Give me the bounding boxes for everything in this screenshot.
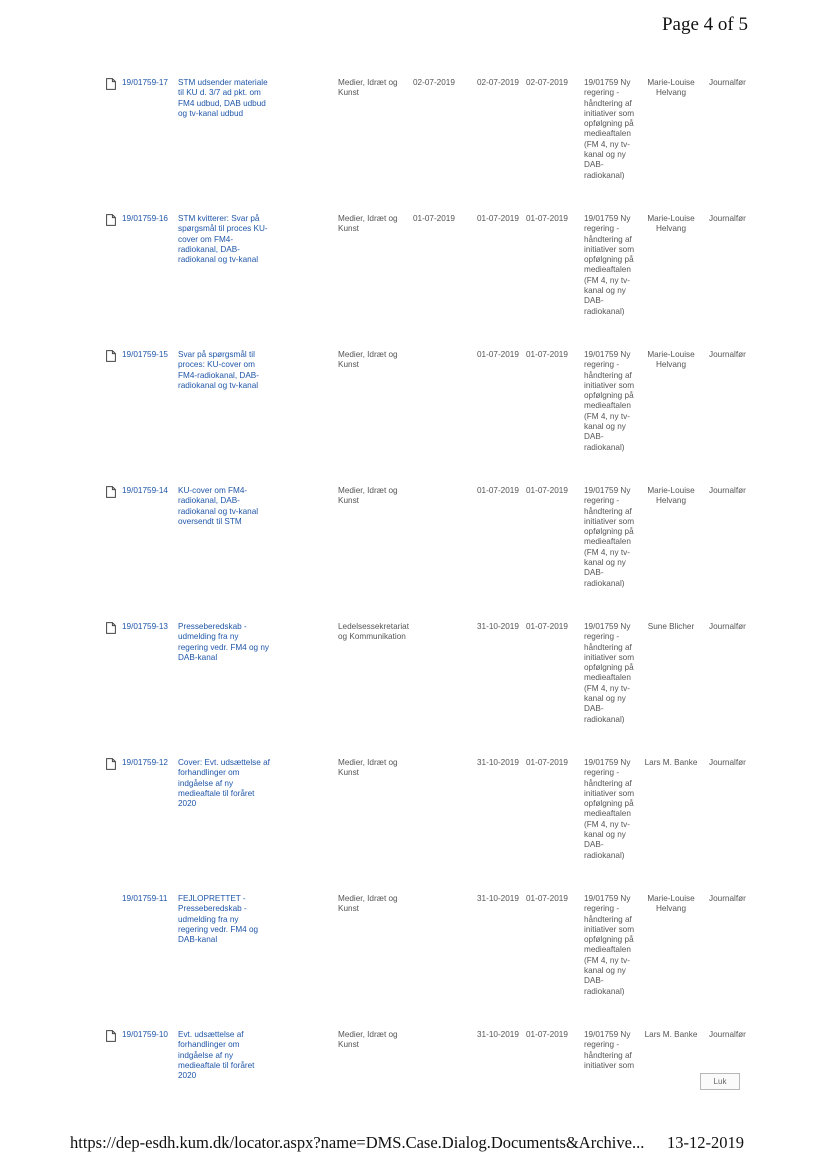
document-title[interactable]: STM kvitterer: Svar på spørgsmål til proces KU-cover om FM4-radiokanal, DAB-radiokanal og tv-kanal [178,214,268,265]
document-id[interactable]: 19/01759-16 [122,214,168,223]
document-title[interactable]: STM udsender materiale til KU d. 3/7 ad pkt. om FM4 udbud, DAB udbud og tv-kanal udbud [178,78,268,118]
document-id[interactable]: 19/01759-10 [122,1030,168,1039]
document-department: Medier, Idræt og Kunst [338,1030,398,1050]
document-icon[interactable] [106,486,117,498]
document-date: 01-07-2019 [526,894,568,903]
document-id[interactable]: 19/01759-11 [122,894,168,903]
document-department: Medier, Idræt og Kunst [338,78,398,98]
footer-url: https://dep-esdh.kum.dk/locator.aspx?name=DMS.Case.Dialog.Documents&Archive... [70,1133,645,1152]
document-department: Medier, Idræt og Kunst [338,214,398,234]
document-person: Marie-Louise Helvang [647,350,695,370]
document-date: 31-10-2019 [477,758,519,767]
document-role: Journalfør [709,1030,746,1039]
document-case: 19/01759 Ny regering - håndtering af initiativer som opfølgning på medieaftalen (FM 4, ny tv-kanal og ny DAB-radiokanal) [584,894,635,996]
document-id[interactable]: 19/01759-14 [122,486,168,495]
document-case: 19/01759 Ny regering - håndtering af initiativer som opfølgning på medieaftalen (FM 4, ny tv-kanal og ny DAB-radiokanal) [584,214,635,316]
document-date: 01-07-2019 [477,350,519,359]
document-date: 01-07-2019 [526,486,568,495]
document-role: Journalfør [709,350,746,359]
document-title[interactable]: Cover: Evt. udsættelse af forhandlinger om indgåelse af ny medieaftale til foråret 2020 [178,758,270,809]
document-role: Journalfør [709,214,746,223]
document-id[interactable]: 19/01759-17 [122,78,168,87]
document-person: Sune Blicher [647,622,695,631]
document-icon[interactable] [106,214,117,226]
document-role: Journalfør [709,758,746,767]
document-title[interactable]: FEJLOPRETTET - Presseberedskab - udmelding fra ny regering vedr. FM4 og DAB-kanal [178,894,259,945]
page-number: Page 4 of 5 [661,14,748,35]
document-date: 01-07-2019 [413,214,455,223]
document-person: Marie-Louise Helvang [647,78,695,98]
document-person: Marie-Louise Helvang [647,894,695,914]
document-person: Lars M. Banke [644,1030,698,1039]
document-date: 31-10-2019 [477,1030,519,1039]
document-date: 01-07-2019 [477,486,519,495]
document-id[interactable]: 19/01759-15 [122,350,168,359]
document-role: Journalfør [709,622,746,631]
document-date: 01-07-2019 [526,350,568,359]
document-person: Marie-Louise Helvang [647,486,695,506]
document-date: 02-07-2019 [413,78,455,87]
document-icon[interactable] [106,758,117,770]
document-title[interactable]: Evt. udsættelse af forhandlinger om indgåelse af ny medieaftale til foråret 2020 [178,1030,255,1081]
document-icon[interactable] [106,350,117,362]
document-case: 19/01759 Ny regering - håndtering af initiativer som opfølgning på medieaftalen (FM 4, ny tv-kanal og ny DAB-radiokanal) [584,78,635,180]
document-case: 19/01759 Ny regering - håndtering af initiativer som opfølgning på medieaftalen (FM 4, ny tv-kanal og ny DAB-radiokanal) [584,350,635,452]
document-title[interactable]: Presseberedskab - udmelding fra ny regering vedr. FM4 og ny DAB-kanal [178,622,270,662]
document-icon[interactable] [106,1030,117,1042]
document-date: 02-07-2019 [526,78,568,87]
footer-date: 13-12-2019 [667,1133,744,1152]
document-date: 01-07-2019 [526,214,568,223]
document-icon[interactable] [106,622,117,634]
document-icon[interactable] [106,78,117,90]
document-id[interactable]: 19/01759-12 [122,758,168,767]
document-date: 31-10-2019 [477,894,519,903]
document-date: 01-07-2019 [526,622,568,631]
document-person: Lars M. Banke [644,758,698,767]
document-case: 19/01759 Ny regering - håndtering af initiativer som opfølgning på medieaftalen (FM 4, ny tv-kanal og ny DAB-radiokanal) [584,486,635,588]
document-department: Medier, Idræt og Kunst [338,350,398,370]
document-case: 19/01759 Ny regering - håndtering af initiativer som opfølgning på medieaftalen (FM 4, ny tv-kanal og ny DAB-radiokanal) [584,622,635,724]
document-date: 01-07-2019 [477,214,519,223]
document-person: Marie-Louise Helvang [647,214,695,234]
document-department: Medier, Idræt og Kunst [338,486,398,506]
document-department: Medier, Idræt og Kunst [338,758,398,778]
document-date: 31-10-2019 [477,622,519,631]
document-role: Journalfør [709,894,746,903]
close-button[interactable]: Luk [700,1073,740,1090]
document-role: Journalfør [709,486,746,495]
document-case: 19/01759 Ny regering - håndtering af initiativer som opfølgning på medieaftalen (FM 4, ny tv-kanal og ny DAB-radiokanal) [584,758,635,860]
document-date: 01-07-2019 [526,758,568,767]
document-department: Ledelsessekretariat og Kommunikation [338,622,409,642]
document-role: Journalfør [709,78,746,87]
document-id[interactable]: 19/01759-13 [122,622,168,631]
document-date: 01-07-2019 [526,1030,568,1039]
document-title[interactable]: KU-cover om FM4-radiokanal, DAB-radiokanal og tv-kanal oversendt til STM [178,486,259,526]
document-title[interactable]: Svar på spørgsmål til proces: KU-cover om FM4-radiokanal, DAB-radiokanal og tv-kanal [178,350,259,390]
document-date: 02-07-2019 [477,78,519,87]
document-department: Medier, Idræt og Kunst [338,894,398,914]
document-case: 19/01759 Ny regering - håndtering af initiativer som [584,1030,635,1070]
